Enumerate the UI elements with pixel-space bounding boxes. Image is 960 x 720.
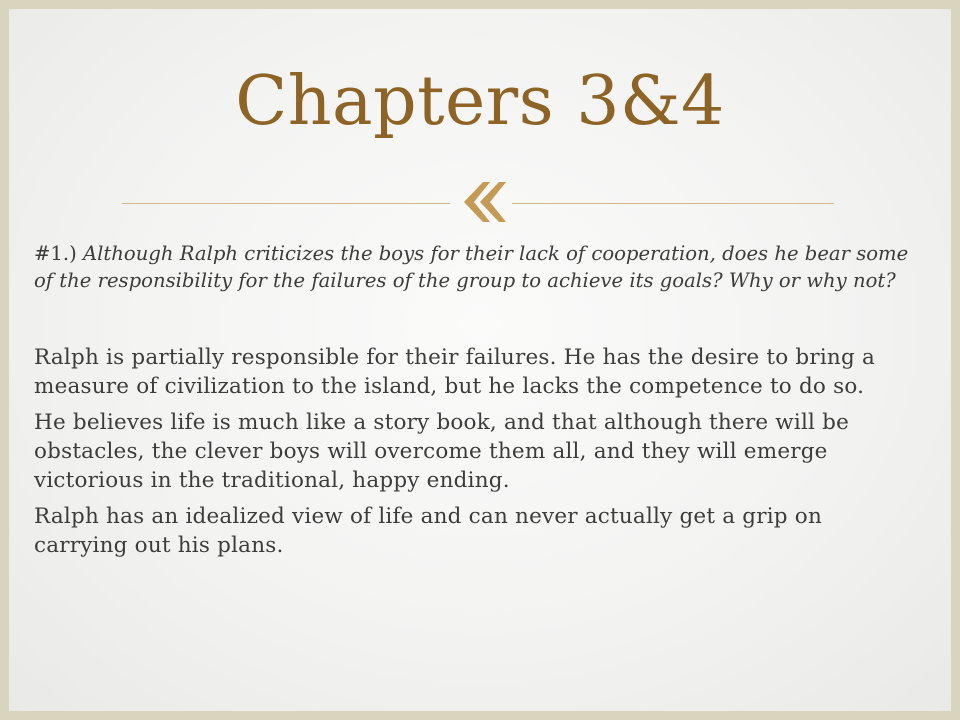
- double-chevron-icon: [450, 176, 512, 228]
- slide-title: Chapters 3&4: [235, 62, 725, 141]
- answer-paragraph-1: Ralph is partially responsible for their failures. He has the desire to bring a measure of civilization to the island, but he lacks the competence to do so.: [34, 345, 875, 399]
- answer-paragraph-2: He believes life is much like a story book, and that although there will be obstacles, the clever boys will overcome them all, and they will emerge victorious in the traditional, happy ending.: [34, 410, 850, 493]
- answer-paragraph-3: Ralph has an idealized view of life and can never actually get a grip on carrying out his plans.: [34, 504, 822, 558]
- question-text: Although Ralph criticizes the boys for their lack of cooperation, does he bear some of the responsibility for the failures of the group to achieve its goals? Why or why not?: [34, 242, 909, 292]
- title-divider-left: [122, 203, 450, 204]
- title-divider-right: [512, 203, 834, 204]
- slide-body: [34, 240, 914, 560]
- question-1: [34, 240, 914, 294]
- question-number: #1.): [34, 242, 77, 265]
